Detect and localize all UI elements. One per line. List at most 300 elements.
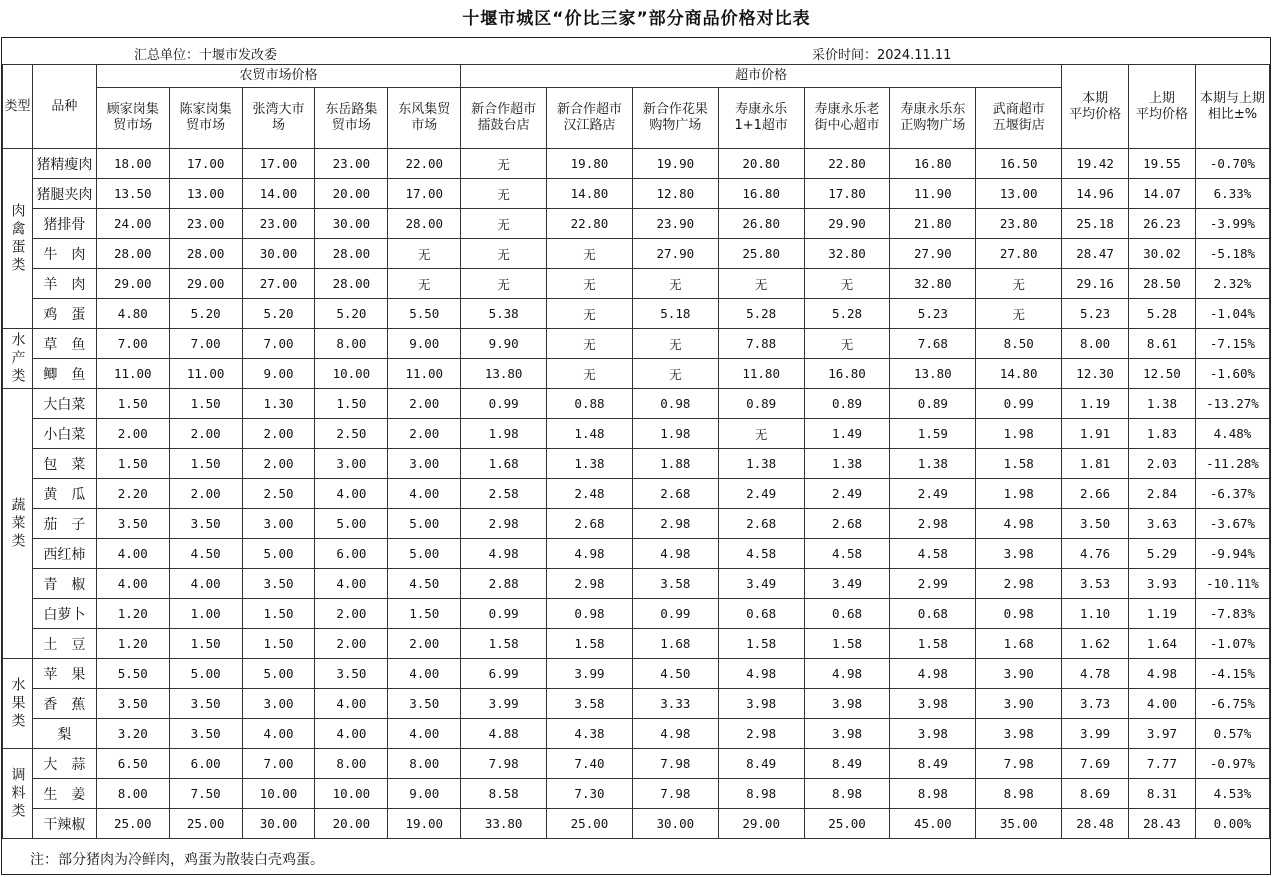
price-cell: 8.49: [804, 749, 890, 779]
category-cell: 水产类: [3, 329, 33, 389]
item-name: 黄 瓜: [32, 479, 96, 509]
price-cell: 5.29: [1129, 539, 1196, 569]
price-cell: 无: [461, 209, 547, 239]
item-name: 草 鱼: [32, 329, 96, 359]
price-cell: 2.49: [890, 479, 976, 509]
price-cell: 1.58: [547, 629, 633, 659]
page-title: 十堰市城区“价比三家”部分商品价格对比表: [462, 9, 811, 29]
price-cell: 2.00: [242, 419, 315, 449]
price-cell: 1.98: [976, 479, 1062, 509]
price-cell: 4.98: [976, 509, 1062, 539]
price-cell: 7.00: [96, 329, 169, 359]
price-cell: 1.00: [169, 599, 242, 629]
price-cell: 14.00: [242, 179, 315, 209]
header-farm-market: 顾家岗集 贸市场: [96, 88, 169, 149]
table-row: [3, 149, 1270, 179]
price-cell: 30.02: [1129, 239, 1196, 269]
price-cell: 20.80: [718, 149, 804, 179]
header-supermarket: 寿康永乐老 街中心超市: [804, 88, 890, 149]
price-cell: 28.00: [315, 269, 388, 299]
price-cell: 8.69: [1062, 779, 1129, 809]
table-row: [3, 809, 1270, 839]
price-cell: 0.57%: [1195, 719, 1269, 749]
price-cell: 1.48: [547, 419, 633, 449]
price-cell: 4.00: [388, 719, 461, 749]
price-cell: 30.00: [242, 809, 315, 839]
price-cell: 7.98: [461, 749, 547, 779]
price-cell: 25.00: [804, 809, 890, 839]
price-cell: 9.00: [388, 329, 461, 359]
price-cell: 4.78: [1062, 659, 1129, 689]
price-cell: 无: [461, 269, 547, 299]
price-cell: 1.58: [804, 629, 890, 659]
price-cell: 2.49: [718, 479, 804, 509]
item-name: 鸡 蛋: [32, 299, 96, 329]
price-cell: 2.98: [547, 569, 633, 599]
price-cell: 0.99: [461, 389, 547, 419]
price-cell: 11.00: [96, 359, 169, 389]
price-cell: 45.00: [890, 809, 976, 839]
price-cell: 5.38: [461, 299, 547, 329]
header-avg-prev: 上期 平均价格: [1129, 65, 1196, 149]
price-cell: 20.00: [315, 179, 388, 209]
header-supermarket: 寿康永乐东 正购物广场: [890, 88, 976, 149]
price-cell: 8.50: [976, 329, 1062, 359]
price-cell: 3.50: [96, 689, 169, 719]
price-cell: 30.00: [315, 209, 388, 239]
price-cell: 2.98: [632, 509, 718, 539]
price-cell: -4.15%: [1195, 659, 1269, 689]
price-cell: 17.80: [804, 179, 890, 209]
price-cell: 17.00: [242, 149, 315, 179]
price-cell: 5.20: [315, 299, 388, 329]
price-cell: 0.99: [976, 389, 1062, 419]
price-comparison-table: [2, 64, 1270, 839]
price-cell: 25.18: [1062, 209, 1129, 239]
price-cell: 8.98: [718, 779, 804, 809]
price-cell: 3.53: [1062, 569, 1129, 599]
item-name: 梨: [32, 719, 96, 749]
price-cell: 无: [804, 329, 890, 359]
price-cell: -10.11%: [1195, 569, 1269, 599]
meta-row: [2, 38, 1270, 65]
price-cell: 28.00: [388, 209, 461, 239]
table-row: [3, 749, 1270, 779]
price-cell: 2.00: [169, 479, 242, 509]
table-row: [3, 509, 1270, 539]
price-cell: 无: [461, 149, 547, 179]
header-avg-now: 本期 平均价格: [1062, 65, 1129, 149]
header-row-groups: [3, 65, 1270, 88]
table-row: [3, 179, 1270, 209]
price-cell: 29.00: [96, 269, 169, 299]
table-row: [3, 659, 1270, 689]
price-cell: 3.00: [315, 449, 388, 479]
price-cell: 0.99: [461, 599, 547, 629]
price-cell: 2.32%: [1195, 269, 1269, 299]
collection-date: 采价时间：2024.11.11: [812, 48, 952, 63]
price-cell: 26.23: [1129, 209, 1196, 239]
header-group-super: 超市价格: [461, 65, 1062, 88]
price-cell: 1.38: [718, 449, 804, 479]
price-cell: 1.58: [461, 629, 547, 659]
price-cell: 8.61: [1129, 329, 1196, 359]
item-name: 苹 果: [32, 659, 96, 689]
table-row: [3, 539, 1270, 569]
price-cell: 无: [388, 269, 461, 299]
item-name: 猪腿夹肉: [32, 179, 96, 209]
price-cell: 28.48: [1062, 809, 1129, 839]
item-name: 茄 子: [32, 509, 96, 539]
price-cell: 22.00: [388, 149, 461, 179]
price-cell: 2.49: [804, 479, 890, 509]
price-cell: 28.00: [96, 239, 169, 269]
price-cell: 16.80: [890, 149, 976, 179]
price-cell: 27.80: [976, 239, 1062, 269]
price-cell: 3.98: [976, 539, 1062, 569]
price-cell: 5.50: [96, 659, 169, 689]
price-cell: 无: [632, 329, 718, 359]
price-cell: 5.28: [1129, 299, 1196, 329]
price-cell: 1.10: [1062, 599, 1129, 629]
summary-unit: 汇总单位：十堰市发改委: [134, 48, 278, 63]
item-name: 包 菜: [32, 449, 96, 479]
price-cell: 11.90: [890, 179, 976, 209]
price-cell: -6.75%: [1195, 689, 1269, 719]
price-cell: 无: [547, 299, 633, 329]
price-cell: 1.58: [890, 629, 976, 659]
price-cell: 3.73: [1062, 689, 1129, 719]
price-cell: 1.50: [96, 389, 169, 419]
price-cell: 0.89: [718, 389, 804, 419]
item-name: 干辣椒: [32, 809, 96, 839]
price-cell: 1.98: [632, 419, 718, 449]
header-group-farm: 农贸市场价格: [96, 65, 460, 88]
price-cell: 1.38: [547, 449, 633, 479]
price-cell: 12.30: [1062, 359, 1129, 389]
price-cell: 4.98: [632, 719, 718, 749]
price-cell: 8.00: [315, 749, 388, 779]
price-cell: 无: [718, 419, 804, 449]
price-cell: 5.20: [242, 299, 315, 329]
price-cell: 22.80: [547, 209, 633, 239]
price-cell: 5.00: [242, 539, 315, 569]
price-cell: 4.00: [96, 569, 169, 599]
table-row: [3, 449, 1270, 479]
price-cell: 3.50: [1062, 509, 1129, 539]
price-cell: 4.58: [890, 539, 976, 569]
price-cell: 20.00: [315, 809, 388, 839]
price-cell: 4.00: [388, 659, 461, 689]
price-cell: 3.50: [169, 689, 242, 719]
price-cell: 11.80: [718, 359, 804, 389]
price-cell: 1.50: [96, 449, 169, 479]
price-cell: 0.89: [890, 389, 976, 419]
price-cell: 10.00: [242, 779, 315, 809]
price-cell: 1.58: [718, 629, 804, 659]
price-cell: 3.00: [388, 449, 461, 479]
price-cell: 无: [461, 179, 547, 209]
table-row: [3, 569, 1270, 599]
price-cell: 29.16: [1062, 269, 1129, 299]
price-cell: 18.00: [96, 149, 169, 179]
price-cell: 无: [632, 269, 718, 299]
price-cell: 3.98: [718, 689, 804, 719]
price-cell: 4.48%: [1195, 419, 1269, 449]
price-cell: 35.00: [976, 809, 1062, 839]
price-cell: 2.48: [547, 479, 633, 509]
price-cell: 0.68: [804, 599, 890, 629]
price-cell: 4.98: [1129, 659, 1196, 689]
price-cell: 13.00: [169, 179, 242, 209]
price-cell: 19.90: [632, 149, 718, 179]
price-cell: 1.30: [242, 389, 315, 419]
price-cell: -11.28%: [1195, 449, 1269, 479]
table-row: [3, 689, 1270, 719]
header-change: 本期与上期 相比±%: [1195, 65, 1269, 149]
price-cell: 24.00: [96, 209, 169, 239]
price-cell: 29.00: [718, 809, 804, 839]
price-cell: 4.00: [242, 719, 315, 749]
price-cell: 3.99: [1062, 719, 1129, 749]
category-cell: 蔬菜类: [3, 389, 33, 659]
price-cell: 1.19: [1062, 389, 1129, 419]
price-cell: 19.55: [1129, 149, 1196, 179]
price-cell: 2.68: [547, 509, 633, 539]
price-cell: 7.77: [1129, 749, 1196, 779]
price-cell: 0.68: [890, 599, 976, 629]
price-cell: 4.98: [632, 539, 718, 569]
price-cell: 7.68: [890, 329, 976, 359]
price-cell: 1.83: [1129, 419, 1196, 449]
price-cell: 25.00: [96, 809, 169, 839]
price-cell: 5.23: [890, 299, 976, 329]
price-cell: 12.80: [632, 179, 718, 209]
price-cell: 8.00: [1062, 329, 1129, 359]
price-cell: 2.98: [718, 719, 804, 749]
item-name: 大 蒜: [32, 749, 96, 779]
price-cell: 22.80: [804, 149, 890, 179]
table-row: [3, 209, 1270, 239]
price-cell: 1.81: [1062, 449, 1129, 479]
price-cell: 2.68: [632, 479, 718, 509]
price-cell: 3.50: [388, 689, 461, 719]
price-cell: 7.30: [547, 779, 633, 809]
price-cell: 23.90: [632, 209, 718, 239]
table-row: [3, 419, 1270, 449]
price-cell: 8.98: [804, 779, 890, 809]
price-cell: 14.80: [976, 359, 1062, 389]
price-cell: 23.80: [976, 209, 1062, 239]
price-cell: 0.98: [547, 599, 633, 629]
price-cell: 4.98: [804, 659, 890, 689]
price-cell: 14.80: [547, 179, 633, 209]
price-cell: 4.00: [315, 719, 388, 749]
price-cell: 27.90: [890, 239, 976, 269]
price-cell: 8.00: [315, 329, 388, 359]
item-name: 香 蕉: [32, 689, 96, 719]
header-supermarket: 寿康永乐 1+1超市: [718, 88, 804, 149]
price-cell: 无: [718, 269, 804, 299]
price-cell: 3.98: [804, 689, 890, 719]
price-cell: 4.38: [547, 719, 633, 749]
table-row: [3, 359, 1270, 389]
header-farm-market: 东岳路集 贸市场: [315, 88, 388, 149]
item-name: 西红柿: [32, 539, 96, 569]
price-cell: 3.20: [96, 719, 169, 749]
item-name: 土 豆: [32, 629, 96, 659]
header-farm-market: 东风集贸 市场: [388, 88, 461, 149]
price-cell: 14.07: [1129, 179, 1196, 209]
price-cell: 4.00: [96, 539, 169, 569]
price-cell: -6.37%: [1195, 479, 1269, 509]
price-cell: 17.00: [169, 149, 242, 179]
price-cell: 1.20: [96, 629, 169, 659]
price-cell: -13.27%: [1195, 389, 1269, 419]
price-cell: 8.49: [718, 749, 804, 779]
header-supermarket: 新合作花果 购物广场: [632, 88, 718, 149]
price-cell: 5.28: [804, 299, 890, 329]
item-name: 猪精瘦肉: [32, 149, 96, 179]
price-cell: 8.49: [890, 749, 976, 779]
price-cell: 7.69: [1062, 749, 1129, 779]
price-cell: 10.00: [315, 359, 388, 389]
price-cell: 25.00: [169, 809, 242, 839]
price-cell: 4.00: [315, 479, 388, 509]
price-cell: 4.00: [315, 569, 388, 599]
price-cell: 6.00: [169, 749, 242, 779]
price-cell: 4.50: [169, 539, 242, 569]
price-cell: 3.97: [1129, 719, 1196, 749]
price-cell: -1.04%: [1195, 299, 1269, 329]
price-cell: 无: [804, 269, 890, 299]
price-cell: 2.58: [461, 479, 547, 509]
price-cell: 4.00: [388, 479, 461, 509]
item-name: 猪排骨: [32, 209, 96, 239]
price-cell: 无: [632, 359, 718, 389]
price-cell: 10.00: [315, 779, 388, 809]
item-name: 牛 肉: [32, 239, 96, 269]
price-cell: 4.98: [890, 659, 976, 689]
price-cell: 2.00: [388, 419, 461, 449]
price-cell: 19.00: [388, 809, 461, 839]
price-cell: 5.00: [388, 539, 461, 569]
price-cell: 1.49: [804, 419, 890, 449]
price-cell: 16.80: [804, 359, 890, 389]
price-cell: 2.98: [976, 569, 1062, 599]
price-cell: 14.96: [1062, 179, 1129, 209]
price-cell: 7.98: [632, 749, 718, 779]
table-row: [3, 269, 1270, 299]
price-cell: 3.58: [547, 689, 633, 719]
price-cell: 4.50: [632, 659, 718, 689]
price-cell: 2.00: [315, 629, 388, 659]
price-cell: 11.00: [169, 359, 242, 389]
price-cell: 5.00: [388, 509, 461, 539]
price-cell: -3.67%: [1195, 509, 1269, 539]
price-cell: 4.58: [804, 539, 890, 569]
price-cell: 7.50: [169, 779, 242, 809]
header-supermarket: 武商超市 五堰街店: [976, 88, 1062, 149]
price-cell: 无: [547, 359, 633, 389]
price-cell: 无: [388, 239, 461, 269]
price-cell: 1.68: [461, 449, 547, 479]
price-cell: 1.50: [169, 449, 242, 479]
price-cell: 13.00: [976, 179, 1062, 209]
price-cell: 0.98: [632, 389, 718, 419]
price-cell: 32.80: [890, 269, 976, 299]
price-cell: 无: [461, 239, 547, 269]
price-cell: 无: [547, 239, 633, 269]
price-cell: 6.00: [315, 539, 388, 569]
price-cell: 13.80: [461, 359, 547, 389]
price-cell: 1.50: [242, 629, 315, 659]
price-cell: 0.88: [547, 389, 633, 419]
price-cell: 7.88: [718, 329, 804, 359]
price-cell: 5.00: [242, 659, 315, 689]
price-cell: 23.00: [169, 209, 242, 239]
header-farm-market: 陈家岗集 贸市场: [169, 88, 242, 149]
price-cell: 4.50: [388, 569, 461, 599]
price-cell: 13.50: [96, 179, 169, 209]
price-cell: 3.63: [1129, 509, 1196, 539]
table-row: [3, 389, 1270, 419]
table-row: [3, 779, 1270, 809]
price-cell: -7.15%: [1195, 329, 1269, 359]
price-cell: 25.00: [547, 809, 633, 839]
item-name: 大白菜: [32, 389, 96, 419]
price-cell: -0.70%: [1195, 149, 1269, 179]
price-cell: 3.99: [547, 659, 633, 689]
price-cell: 2.50: [315, 419, 388, 449]
price-cell: 2.03: [1129, 449, 1196, 479]
price-cell: 28.00: [315, 239, 388, 269]
price-cell: 6.50: [96, 749, 169, 779]
price-cell: -1.60%: [1195, 359, 1269, 389]
price-cell: 5.00: [169, 659, 242, 689]
price-cell: 4.98: [461, 539, 547, 569]
table-row: [3, 239, 1270, 269]
price-cell: 3.90: [976, 659, 1062, 689]
category-cell: 肉禽蛋类: [3, 149, 33, 329]
price-cell: 3.98: [890, 719, 976, 749]
price-cell: 4.98: [547, 539, 633, 569]
price-cell: 1.68: [632, 629, 718, 659]
price-cell: 7.40: [547, 749, 633, 779]
price-cell: 5.20: [169, 299, 242, 329]
price-cell: 13.80: [890, 359, 976, 389]
item-name: 羊 肉: [32, 269, 96, 299]
price-cell: 1.38: [890, 449, 976, 479]
price-cell: 2.00: [169, 419, 242, 449]
price-cell: -7.83%: [1195, 599, 1269, 629]
price-cell: 7.00: [169, 329, 242, 359]
price-cell: 16.50: [976, 149, 1062, 179]
price-cell: 30.00: [632, 809, 718, 839]
price-cell: 7.98: [976, 749, 1062, 779]
price-cell: 3.90: [976, 689, 1062, 719]
table-row: [3, 629, 1270, 659]
price-cell: 1.50: [242, 599, 315, 629]
price-cell: 2.00: [242, 449, 315, 479]
price-cell: 8.58: [461, 779, 547, 809]
price-cell: 3.50: [315, 659, 388, 689]
price-cell: 无: [547, 329, 633, 359]
price-cell: 4.76: [1062, 539, 1129, 569]
price-cell: 0.00%: [1195, 809, 1269, 839]
price-cell: 3.50: [96, 509, 169, 539]
price-cell: 3.50: [169, 719, 242, 749]
